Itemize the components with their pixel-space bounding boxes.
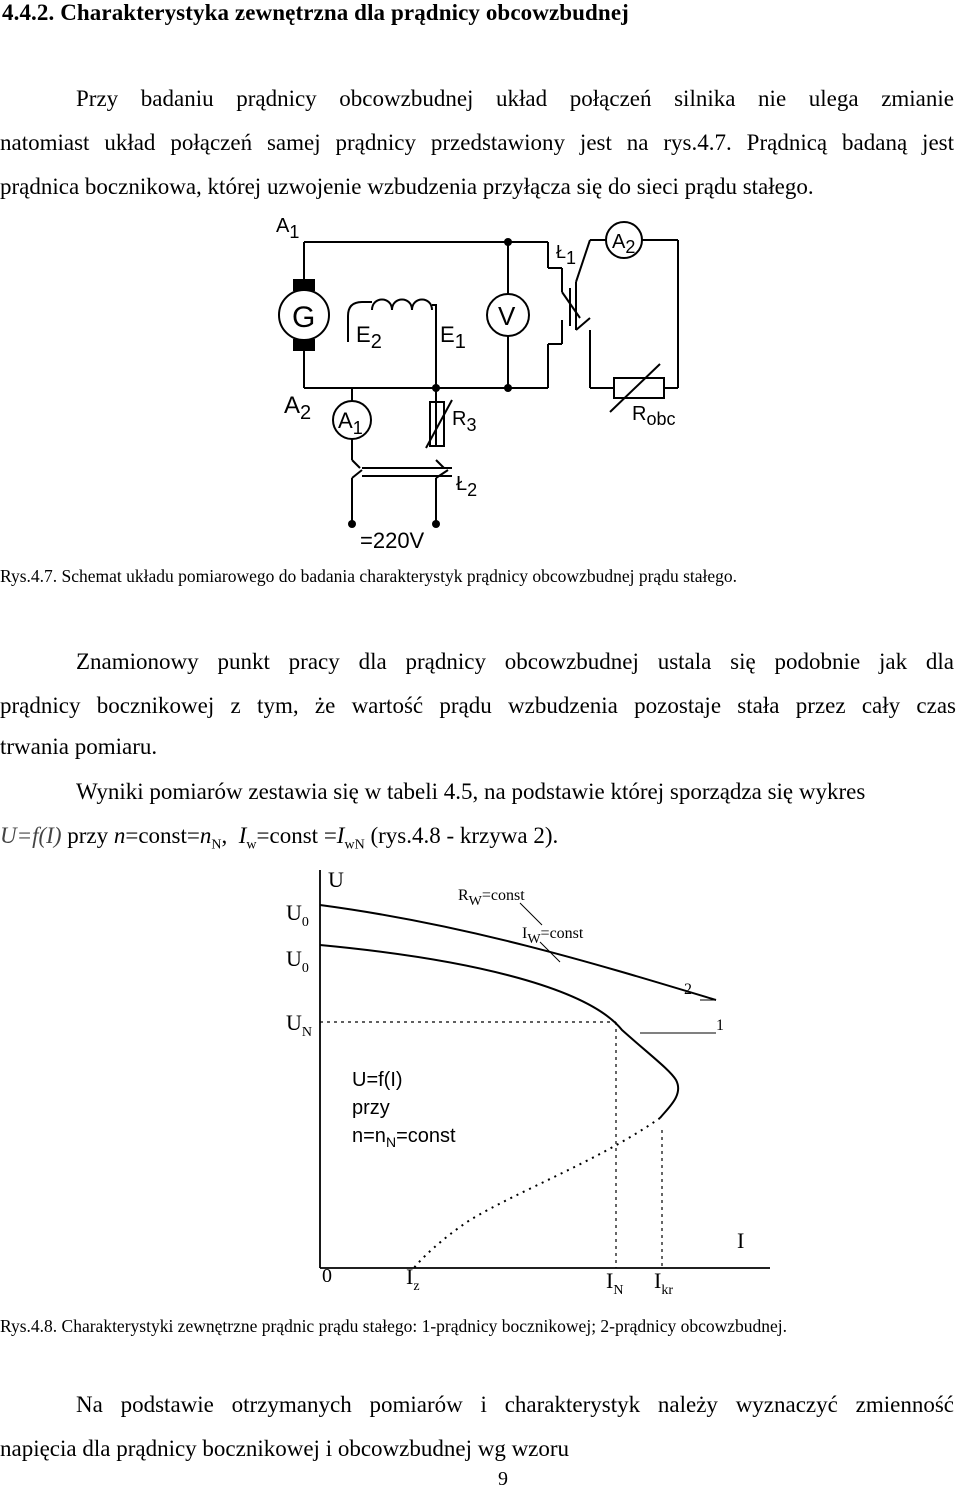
switch-l1-label: Ł1 (556, 242, 577, 268)
un-label: $U_N$ (286, 1010, 313, 1040)
curve-1-label: 1 (716, 1017, 724, 1034)
ammeter-a2-label: A2 (612, 231, 636, 257)
characteristic-graph (270, 860, 790, 1305)
circuit-diagram (270, 205, 700, 560)
switch-l2-label: Ł2 (456, 473, 478, 500)
para4-line2: napięcia dla prądnicy bocznikowej i obcowzbudnej wg wzoru (0, 1436, 570, 1461)
section-heading: 4.4.2. Charakterystyka zewnętrzna dla prądnicy obcowzbudnej (2, 0, 629, 25)
note-line1: U=f(I) (352, 1069, 403, 1091)
ikr-label: $I_{kr}$ (654, 1268, 673, 1298)
terminal-a1-label: A1 (276, 215, 300, 242)
generator-label: G (292, 301, 316, 334)
rw-leader (520, 903, 542, 925)
figure-caption-4-7: Rys.4.7. Schemat układu pomiarowego do badania charakterystyk prądnicy obcowzbudnej prądu stałego. (0, 566, 738, 586)
resistor-r3-label: R3 (452, 408, 477, 435)
para1-line3: prądnica bocznikowa, której uzwojenie wzbudzenia przyłącza się do sieci prądu stałego. (0, 174, 814, 199)
x-axis-label: I (737, 1228, 745, 1253)
voltmeter-label: V (498, 301, 516, 331)
para4-line1: Na podstawie otrzymanych pomiarów i charakterystyk należy wyznaczyć zmienność (76, 1392, 954, 1417)
para1-line2: natomiast układ połączeń samej prądnicy przedstawiony jest na rys.4.7. Prądnicą badaną jest (0, 130, 954, 155)
u0-upper-label: $U_0$ (286, 900, 309, 930)
iw-leader (540, 942, 560, 962)
note-line2: przy (352, 1097, 390, 1119)
rw-const-label: RW=const (458, 887, 525, 909)
curve-1 (320, 945, 678, 1118)
ammeter-a1-label: $A_1$ (338, 408, 363, 438)
u0-lower-label: $U_0$ (286, 946, 309, 976)
para2-line3: trwania pomiaru. (0, 734, 158, 759)
y-axis-label: U (328, 867, 344, 892)
in-label: $I_N$ (606, 1268, 624, 1298)
note-line3: $n=n_N=const$ (352, 1125, 456, 1150)
para3-line2: U=f(I) przy $n=const=n_N$, $I_w=const =I_{wN}$ (rys.4.8 - krzywa 2). (0, 823, 559, 853)
origin-label: 0 (322, 1265, 332, 1287)
figure-caption-4-8: Rys.4.8. Charakterystyki zewnętrzne prądnic prądu stałego: 1-prądnicy bocznikowej; 2-prądnicy obcowzbudnej. (0, 1316, 788, 1336)
resistor-robc-label: Robc (632, 403, 676, 429)
iz-label: $I_z$ (406, 1264, 420, 1294)
para1-line1: Przy badaniu prądnicy obcowzbudnej układ połączeń silnika nie ulega zmianie (76, 86, 954, 111)
iw-const-label: IW=const (522, 925, 584, 947)
supply-label: =220V (360, 528, 425, 553)
page-number: 9 (498, 1468, 508, 1490)
para2-line1: Znamionowy punkt pracy dla prądnicy obcowzbudnej ustala się podobnie jak dla (76, 649, 954, 674)
para2-line2: prądnicy bocznikowej z tym, że wartość prądu wzbudzenia pozostaje stała przez cały czas (0, 693, 956, 718)
curve-2-label: 2 (684, 981, 692, 998)
terminal-e1-label: E1 (440, 322, 466, 353)
formula-u-f-i: U=f(I) (0, 823, 62, 848)
terminal-e2-label: E2 (356, 322, 382, 353)
para3-line1: Wyniki pomiarów zestawia się w tabeli 4.5, na podstawie której sporządza się wykres (76, 779, 866, 804)
terminal-a2-label: $A_2$ (284, 392, 312, 424)
